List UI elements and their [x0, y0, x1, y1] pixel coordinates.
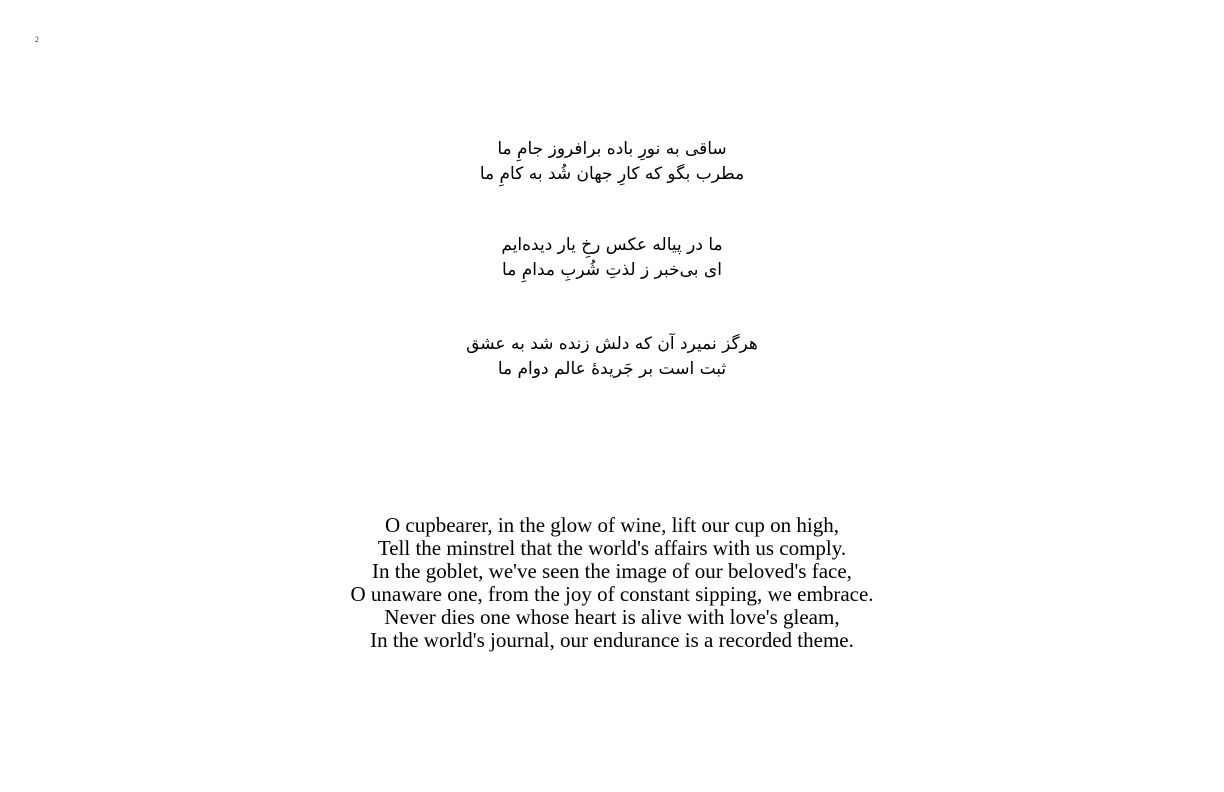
translation-line: Never dies one whose heart is alive with love's gleam,	[384, 605, 840, 629]
persian-line: ثبت است بر جَریدهٔ عالم دوام ما	[497, 359, 727, 379]
persian-stanza-2	[0, 233, 1224, 283]
persian-line: ای بی‌خبر ز لذتِ شُربِ مدامِ ما	[502, 260, 722, 280]
persian-line: هرگز نمیرد آن که دلش زنده شد به عشق	[466, 334, 758, 354]
english-translation	[0, 514, 1224, 652]
persian-stanza-1	[0, 137, 1224, 187]
translation-line: In the world's journal, our endurance is a recorded theme.	[370, 628, 854, 652]
persian-line: ما در پیاله عکس رخِ یار دیده‌ایم	[501, 235, 723, 255]
persian-stanza-3	[0, 332, 1224, 382]
translation-line: O cupbearer, in the glow of wine, lift our cup on high,	[384, 513, 840, 537]
translation-line: Tell the minstrel that the world's affairs with us comply.	[377, 536, 847, 560]
translation-line: O unaware one, from the joy of constant sipping, we embrace.	[350, 582, 874, 606]
persian-line: ساقی به نورِ باده برافروز جامِ ما	[497, 139, 727, 159]
page-number: 2	[35, 35, 39, 44]
translation-line: In the goblet, we've seen the image of our beloved's face,	[372, 559, 852, 583]
persian-line: مطرب بگو که کارِ جهان شُد به کامِ ما	[479, 164, 745, 184]
